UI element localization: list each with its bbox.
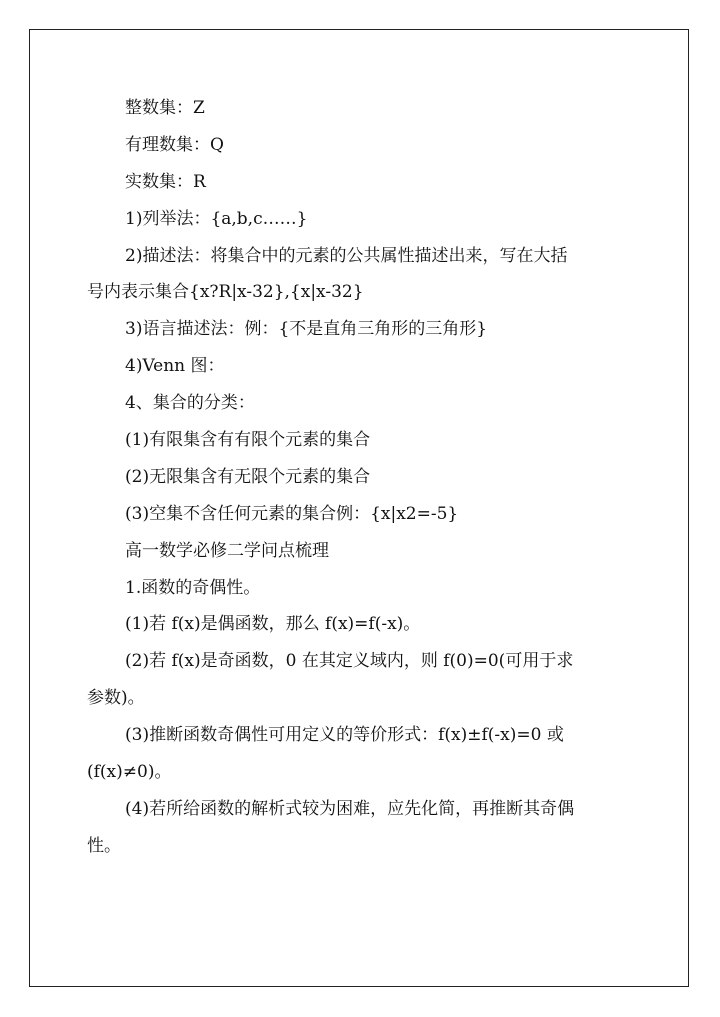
text-line: 号内表示集合{x?R|x-32},{x|x-32} [87, 282, 364, 303]
text-line: (3)空集不含任何元素的集合例：{x|x2=-5} [125, 503, 459, 524]
section-heading: 高一数学必修二学问点梳理 [125, 540, 329, 561]
text-line: (1)若 f(x)是偶函数，那么 f(x)=f(-x)。 [125, 614, 421, 635]
text-line: 性。 [87, 835, 121, 856]
text-line: 整数集：Z [125, 98, 205, 118]
text-line: 3)语言描述法：例：{不是直角三角形的三角形} [125, 319, 488, 340]
text-line: (f(x)≠0)。 [87, 762, 172, 783]
text-line: 参数)。 [87, 688, 145, 709]
section-heading: 1.函数的奇偶性。 [125, 577, 261, 598]
section-heading: 4、集合的分类： [125, 393, 255, 414]
text-line: (2)无限集含有无限个元素的集合 [125, 466, 371, 487]
text-line: 4)Venn 图： [125, 356, 225, 377]
text-line: 1)列举法：{a,b,c……} [125, 208, 308, 229]
text-line: (3)推断函数奇偶性可用定义的等价形式：f(x)±f(-x)=0 或 [125, 725, 564, 746]
document-body [87, 90, 637, 865]
text-line: 有理数集：Q [125, 134, 224, 155]
text-line: (4)若所给函数的解析式较为困难，应先化简，再推断其奇偶 [125, 798, 575, 819]
text-line: (2)若 f(x)是奇函数，0 在其定义域内，则 f(0)=0(可用于求 [125, 651, 574, 672]
text-line: (1)有限集含有有限个元素的集合 [125, 430, 371, 451]
text-line: 2)描述法：将集合中的元素的公共属性描述出来，写在大括 [125, 245, 568, 266]
text-line: 实数集：R [125, 171, 206, 192]
